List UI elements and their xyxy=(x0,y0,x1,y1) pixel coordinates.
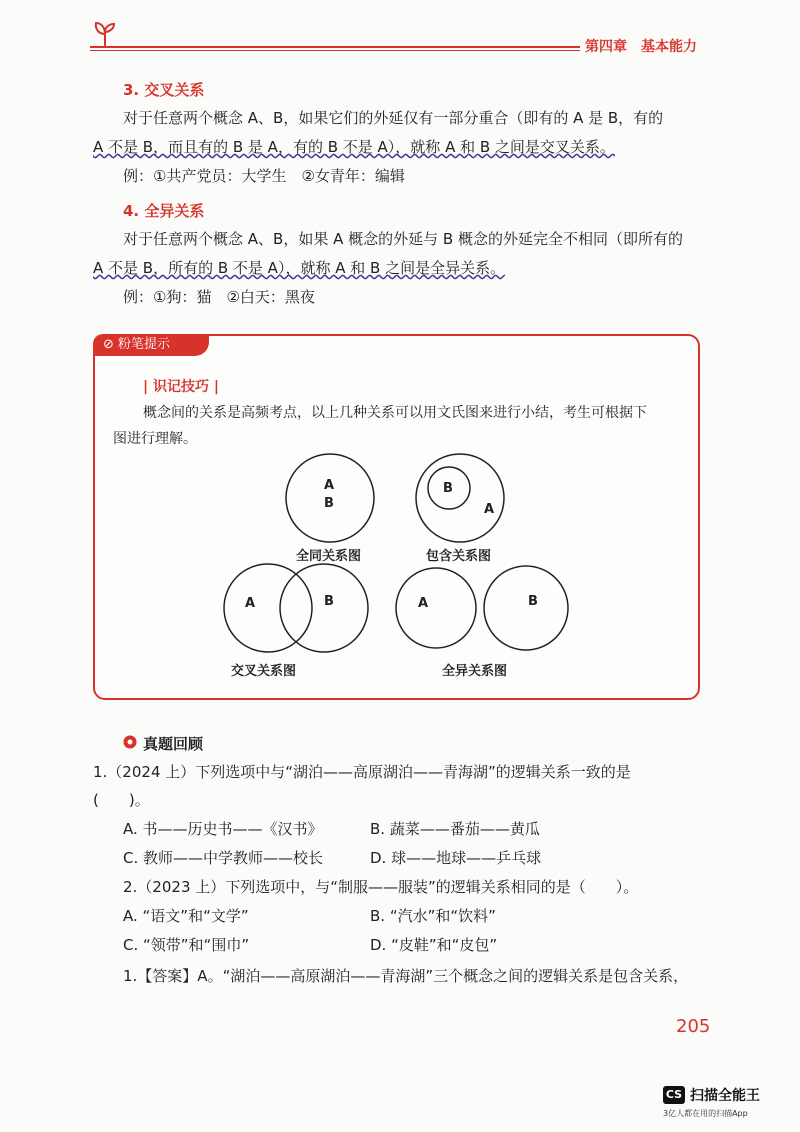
section4-para-line1: 对于任意两个概念 A、B，如果 A 概念的外延与 B 概念的外延完全不相同（即所有的 xyxy=(123,230,683,248)
camscanner-logo: CS xyxy=(663,1086,685,1104)
section3-para-line1: 对于任意两个概念 A、B，如果它们的外延仅有一部分重合（即有的 A 是 B，有的 xyxy=(123,109,664,127)
answer1: 1.【答案】A。“湖泊——高原湖泊——青海湖”三个概念之间的逻辑关系是包含关系， xyxy=(123,967,689,985)
venn-disjoint-left xyxy=(396,568,476,648)
venn-identical-b: B xyxy=(324,496,334,511)
q2-option-a: A. “语文”和“文学” xyxy=(123,907,249,925)
header-rule-thin xyxy=(90,50,580,51)
venn-inclusion-label: 包含关系图 xyxy=(426,549,492,564)
venn-disjoint-label: 全异关系图 xyxy=(442,664,508,679)
q2-option-c: C. “领带”和“围巾” xyxy=(123,936,250,954)
tip-tab-label: 粉笔提示 xyxy=(118,337,171,352)
tip-text-line2: 图进行理解。 xyxy=(113,431,197,447)
q1-option-b: B. 蔬菜——番茄——黄瓜 xyxy=(370,820,540,838)
header-rule xyxy=(90,46,580,48)
q1-option-d: D. 球——地球——乒乓球 xyxy=(370,849,542,867)
sprout-icon xyxy=(90,18,120,48)
venn-cross-a: A xyxy=(245,596,256,611)
q1-option-c: C. 教师——中学教师——校长 xyxy=(123,849,324,867)
q2-option-b: B. “汽水”和“饮料” xyxy=(370,907,496,925)
tip-tab xyxy=(93,334,209,356)
q1-option-a: A. 书——历史书——《汉书》 xyxy=(123,820,323,838)
chapter-title: 第四章 基本能力 xyxy=(585,39,697,55)
venn-inclusion-b: B xyxy=(443,481,453,496)
gear-icon xyxy=(122,734,138,750)
tip-text-line1: 概念间的关系是高频考点，以上几种关系可以用文氏图来进行小结，考生可根据下 xyxy=(143,405,647,421)
venn-inclusion-outer xyxy=(416,454,504,542)
venn-disjoint-a: A xyxy=(418,596,429,611)
venn-inclusion-a: A xyxy=(484,502,495,517)
question1-blank: ( )。 xyxy=(93,791,150,809)
section3-example: 例：①共产党员：大学生 ②女青年：编辑 xyxy=(123,167,405,185)
venn-disjoint-right xyxy=(484,566,568,650)
venn-cross-left xyxy=(224,564,312,652)
section4-para-line2: A 不是 B，所有的 B 不是 A），就称 A 和 B 之间是全异关系。 xyxy=(93,259,506,277)
pen-icon: ⊘ xyxy=(103,337,119,352)
section4-title: 4. 全异关系 xyxy=(123,202,205,220)
watermark-name: 扫描全能王 xyxy=(690,1088,760,1104)
question1: 1.（2024 上）下列选项中与“湖泊——高原湖泊——青海湖”的逻辑关系一致的是 xyxy=(93,763,631,781)
section4-example: 例：①狗：猫 ②白天：黑夜 xyxy=(123,288,315,306)
section3-title: 3. 交叉关系 xyxy=(123,81,205,99)
venn-cross-b: B xyxy=(324,594,334,609)
tip-title: | 识记技巧 | xyxy=(143,379,219,395)
section3-para-line2: A 不是 B，而且有的 B 是 A，有的 B 不是 A），就称 A 和 B 之间是交叉关系。 xyxy=(93,138,615,156)
q2-option-d: D. “皮鞋”和“皮包” xyxy=(370,936,498,954)
venn-identical-a: A xyxy=(324,478,335,493)
watermark-subtitle: 3亿人都在用的扫描App xyxy=(663,1109,748,1118)
venn-disjoint-b: B xyxy=(528,594,538,609)
question2: 2.（2023 上）下列选项中，与“制服——服装”的逻辑关系相同的是（ ）。 xyxy=(123,878,639,896)
venn-diagrams xyxy=(200,450,620,680)
review-title: 真题回顾 xyxy=(143,735,204,753)
venn-cross-label: 交叉关系图 xyxy=(231,664,297,679)
page-number: 205 xyxy=(676,1016,711,1037)
venn-identical-label: 全同关系图 xyxy=(296,549,362,564)
